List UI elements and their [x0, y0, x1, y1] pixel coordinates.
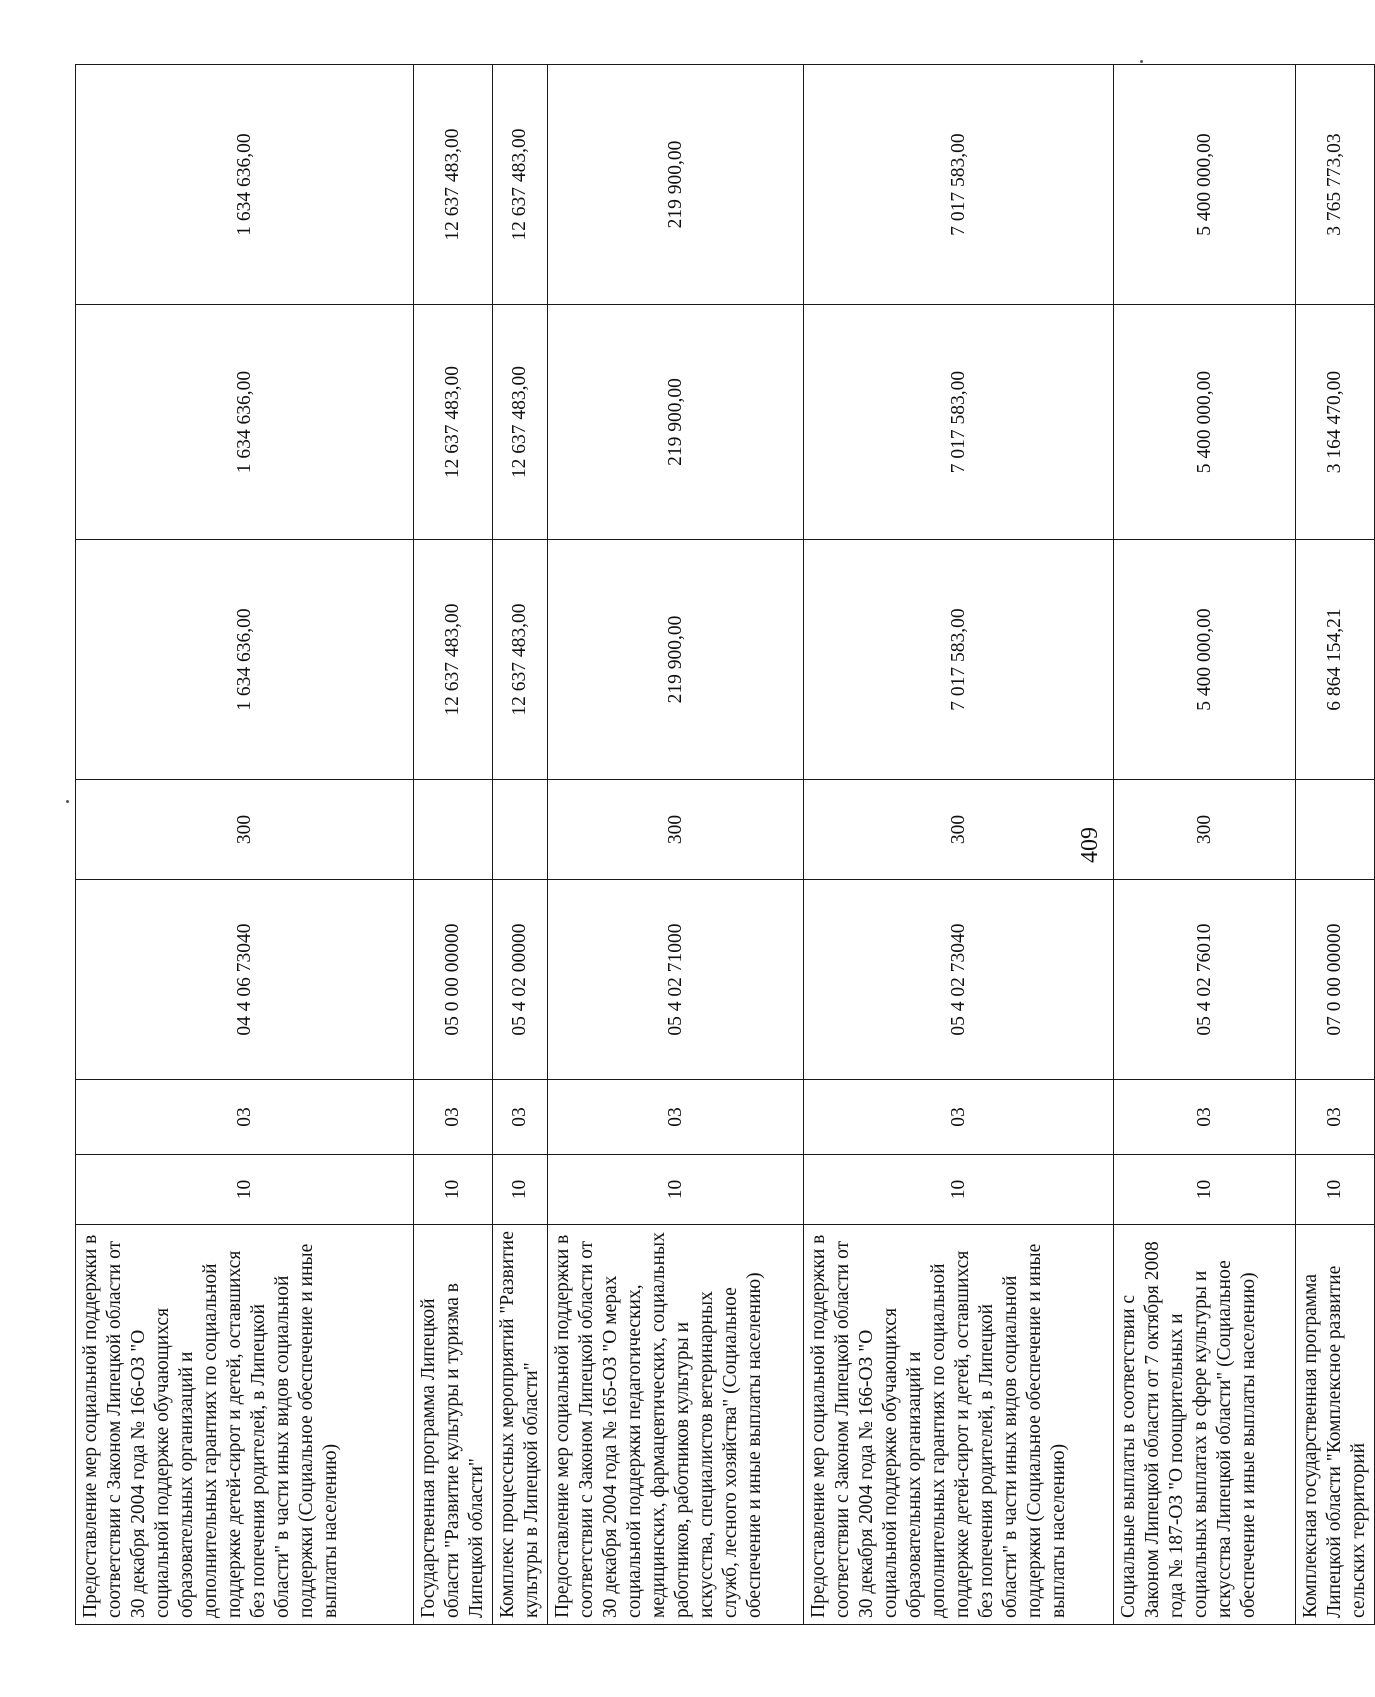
amount-3: 1 634 636,00: [76, 65, 414, 305]
row-description: Комплекс процессных мероприятий "Развитие культуры в Липецкой области": [493, 1225, 548, 1625]
amount-3: 5 400 000,00: [1114, 65, 1296, 305]
target-article-code: 05 4 02 73040: [804, 880, 1114, 1080]
section-code: 10: [548, 1155, 804, 1225]
amount-2: 12 637 483,00: [414, 305, 493, 540]
table-row: [804, 65, 1114, 1625]
amount-2: 7 017 583,00: [804, 305, 1114, 540]
section-code: 10: [76, 1155, 414, 1225]
amount-1: 6 864 154,21: [1296, 540, 1375, 780]
amount-1: 12 637 483,00: [414, 540, 493, 780]
target-article-code: 07 0 00 00000: [1296, 880, 1375, 1080]
amount-3: 12 637 483,00: [493, 65, 548, 305]
table-row: [1296, 65, 1375, 1625]
amount-3: 219 900,00: [548, 65, 804, 305]
expense-type-code: 300: [804, 780, 1114, 880]
row-description: Комплексная государственная программа Липецкой области "Комплексное развитие сельских территорий: [1296, 1225, 1375, 1625]
subsection-code: 03: [548, 1080, 804, 1155]
target-article-code: 05 4 02 00000: [493, 880, 548, 1080]
amount-2: 12 637 483,00: [493, 305, 548, 540]
expense-type-code: [493, 780, 548, 880]
table-row: [548, 65, 804, 1625]
expense-type-code: [414, 780, 493, 880]
table-row: [76, 65, 414, 1625]
expense-type-code: 300: [76, 780, 414, 880]
amount-2: 5 400 000,00: [1114, 305, 1296, 540]
target-article-code: 04 4 06 73040: [76, 880, 414, 1080]
expense-type-code: [1296, 780, 1375, 880]
section-code: 10: [1114, 1155, 1296, 1225]
row-description: Социальные выплаты в соответствии с Законом Липецкой области от 7 октября 2008 года № 187-ОЗ "О поощрительных и социальных выплатах в сфере культуры и искусства Липецкой области" (Социальное обеспечение и иные выплаты населению): [1114, 1225, 1296, 1625]
amount-1: 5 400 000,00: [1114, 540, 1296, 780]
subsection-code: 03: [414, 1080, 493, 1155]
row-description: Предоставление мер социальной поддержки в соответствии с Законом Липецкой области от 30 декабря 2004 года № 165-ОЗ "О мерах социальной поддержки педагогических, медицинских, фармацевтических, социальных работников, работников культуры и искусства, специалистов ветеринарных служб, лесного хозяйства" (Социальное обеспечение и иные выплаты населению): [548, 1225, 804, 1625]
section-code: 10: [804, 1155, 1114, 1225]
amount-3: 7 017 583,00: [804, 65, 1114, 305]
amount-1: 219 900,00: [548, 540, 804, 780]
subsection-code: 03: [76, 1080, 414, 1155]
table-row: [1114, 65, 1296, 1625]
table-row: [493, 65, 548, 1625]
subsection-code: 03: [1296, 1080, 1375, 1155]
row-description: Государственная программа Липецкой области "Развитие культуры и туризма в Липецкой области": [414, 1225, 493, 1625]
amount-1: 12 637 483,00: [493, 540, 548, 780]
section-code: 10: [414, 1155, 493, 1225]
target-article-code: 05 4 02 76010: [1114, 880, 1296, 1080]
expense-type-code: 300: [1114, 780, 1296, 880]
amount-2: 3 164 470,00: [1296, 305, 1375, 540]
table-row: [414, 65, 493, 1625]
target-article-code: 05 0 00 00000: [414, 880, 493, 1080]
subsection-code: 03: [804, 1080, 1114, 1155]
row-description: Предоставление мер социальной поддержки в соответствии с Законом Липецкой области от 30 декабря 2004 года № 166-ОЗ "О социальной поддержке обучающихся образовательных организаций и дополнительных гарантиях по социальной поддержке детей-сирот и детей, оставшихся без попечения родителей, в Липецкой области" в части иных видов социальной поддержки (Социальное обеспечение и иные выплаты населению): [804, 1225, 1114, 1625]
page-number: 409: [1077, 827, 1103, 863]
section-code: 10: [1296, 1155, 1375, 1225]
amount-1: 7 017 583,00: [804, 540, 1114, 780]
amount-1: 1 634 636,00: [76, 540, 414, 780]
subsection-code: 03: [1114, 1080, 1296, 1155]
scan-speck: [66, 800, 69, 803]
row-description: Предоставление мер социальной поддержки в соответствии с Законом Липецкой области от 30 декабря 2004 года № 166-ОЗ "О социальной поддержке обучающихся образовательных организаций и дополнительных гарантиях по социальной поддержке детей-сирот и детей, оставшихся без попечения родителей, в Липецкой области" в части иных видов социальной поддержки (Социальное обеспечение и иные выплаты населению): [76, 1225, 414, 1625]
amount-2: 219 900,00: [548, 305, 804, 540]
amount-3: 3 765 773,03: [1296, 65, 1375, 305]
subsection-code: 03: [493, 1080, 548, 1155]
scan-speck: [1140, 60, 1143, 63]
amount-3: 12 637 483,00: [414, 65, 493, 305]
amount-2: 1 634 636,00: [76, 305, 414, 540]
document-page: [75, 65, 1369, 1625]
expense-type-code: 300: [548, 780, 804, 880]
section-code: 10: [493, 1155, 548, 1225]
target-article-code: 05 4 02 71000: [548, 880, 804, 1080]
budget-table: [75, 64, 1375, 1625]
